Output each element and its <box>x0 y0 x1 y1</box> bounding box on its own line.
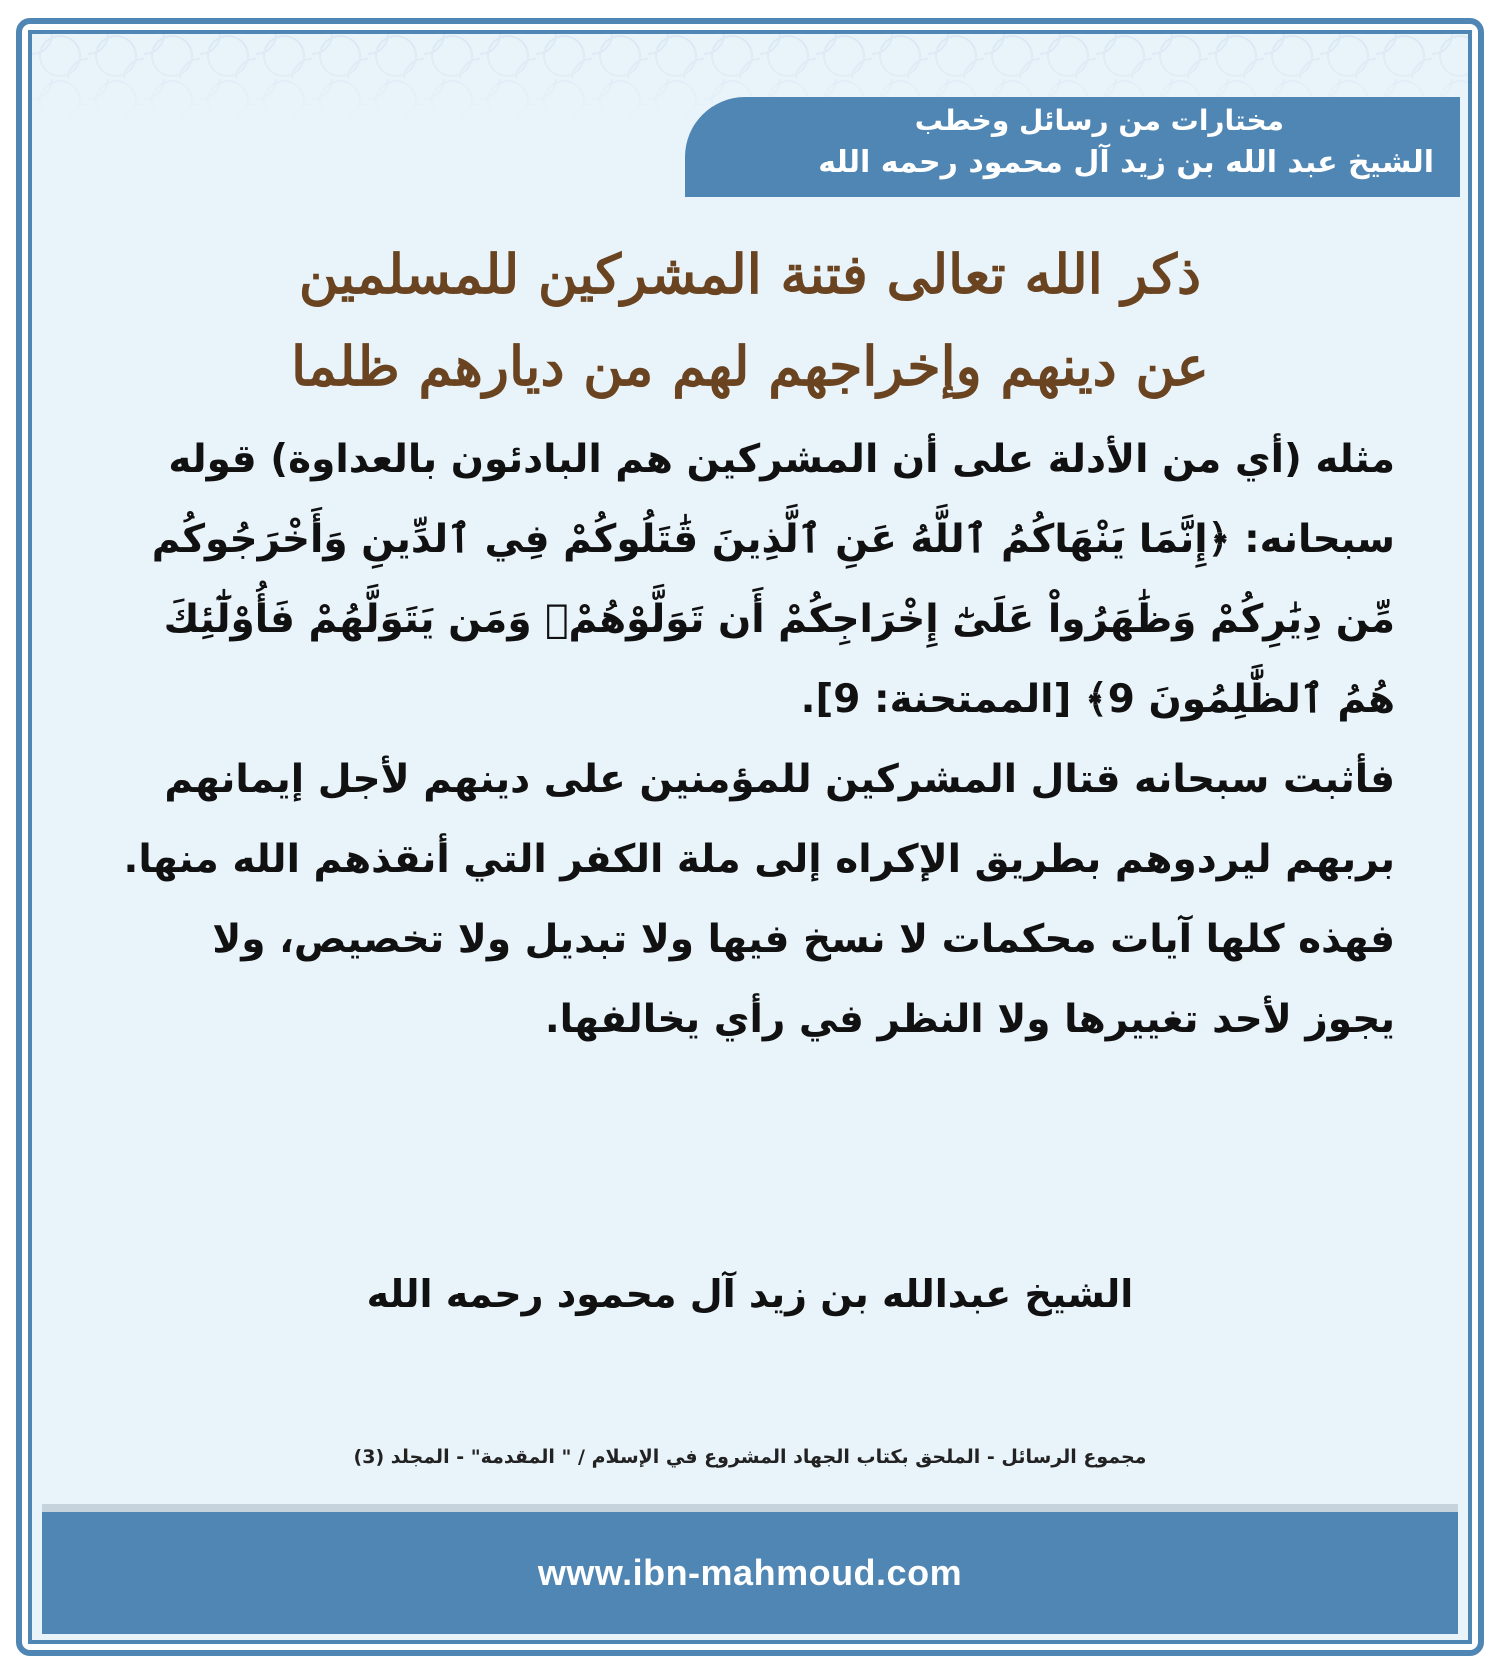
title-line-1: ذكر الله تعالى فتنة المشركين للمسلمين <box>298 242 1202 306</box>
page-title <box>120 228 1380 412</box>
footer-bar <box>42 1512 1458 1634</box>
footer-divider <box>42 1504 1458 1512</box>
article-body <box>120 420 1395 1060</box>
paragraph-3: فهذه كلها آيات محكمات لا نسخ فيها ولا تبديل ولا تخصيص، ولا يجوز لأحد تغييرها ولا النظر في رأي يخالفها. <box>212 917 1395 1042</box>
signature: الشيخ عبدالله بن زيد آل محمود رحمه الله <box>366 1272 1134 1316</box>
title-line-2: عن دينهم وإخراجهم لهم من ديارهم ظلما <box>291 334 1209 398</box>
header-author: الشيخ عبد الله بن زيد آل محمود رحمه الله <box>818 145 1434 180</box>
header-subtitle: مختارات من رسائل وخطب <box>914 104 1284 137</box>
source-citation: مجموع الرسائل - الملحق بكتاب الجهاد المشروع في الإسلام / " المقدمة" - المجلد (3) <box>353 1446 1147 1468</box>
header-banner <box>685 97 1460 197</box>
paragraph-1: مثله (أي من الأدلة على أن المشركين هم البادئون بالعداوة) قوله سبحانه: ﴿إِنَّمَا يَنْهَاكُمُ ٱللَّهُ عَنِ ٱلَّذِينَ قَٰتَلُوكُمْ فِي ٱلدِّينِ وَأَخْرَجُوكُم مِّن دِيَٰرِكُمْ وَظَٰهَرُواْ عَلَىٰٓ إِخْرَاجِكُمْ أَن تَوَلَّوْهُمْۚ وَمَن يَتَوَلَّهُمْ فَأُوْلَٰٓئِكَ هُمُ ٱلظَّٰلِمُونَ 9﴾ [الممتحنة: 9]. <box>151 437 1395 722</box>
website-link[interactable]: www.ibn-mahmoud.com <box>537 1552 963 1593</box>
paragraph-2: فأثبت سبحانه قتال المشركين للمؤمنين على دينهم لأجل إيمانهم بربهم ليردوهم بطريق الإكراه إلى ملة الكفر التي أنقذهم الله منها. <box>123 757 1395 882</box>
